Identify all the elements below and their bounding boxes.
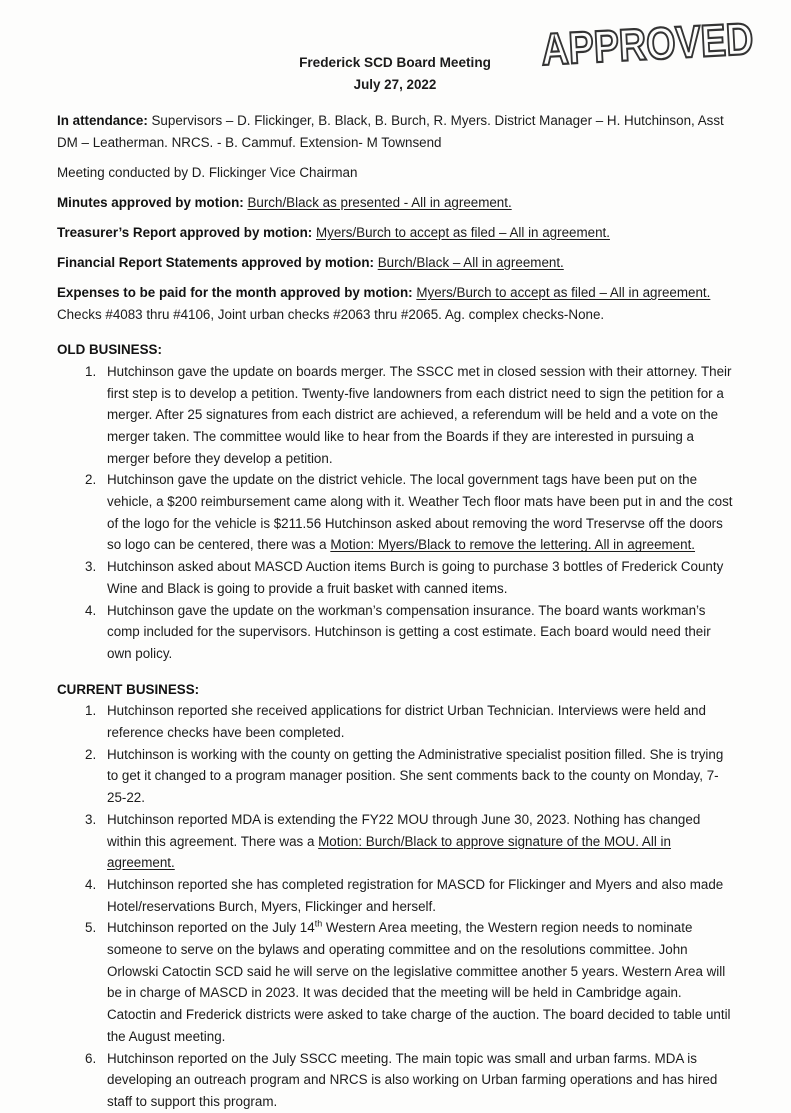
conducted-line: Meeting conducted by D. Flickinger Vice Chairman [57, 164, 358, 180]
list-item [57, 809, 733, 874]
list-item [57, 600, 733, 665]
ordinal-superscript: th [314, 918, 323, 929]
item-text: Hutchinson is working with the county on getting the Administrative specialist position filled. She is trying to get it changed to a program manager position. She sent comments back to the county on Monday, 7-25-22. [107, 746, 724, 806]
list-item [57, 744, 733, 809]
item-number: 1. [85, 703, 97, 719]
list-item [57, 917, 733, 1047]
item-number: 5. [85, 920, 97, 936]
current-business-section [57, 679, 733, 1113]
motion-expenses [57, 282, 733, 325]
underlined-motion: Motion: Myers/Black to remove the lettering. All in agreement. [330, 537, 696, 553]
approved-stamp: APPROVED [540, 12, 755, 75]
current-business-heading: CURRENT BUSINESS: [57, 681, 200, 697]
motion-expenses-label: Expenses to be paid for the month approved by motion: [57, 285, 413, 301]
list-item [57, 700, 733, 743]
item-text: Hutchinson reported she has completed registration for MASCD for Flickinger and Myers and also made Hotel/reservations Burch, Myers, Flickinger and herself. [107, 876, 724, 914]
item-text: Hutchinson reported on the July 14th Western Area meeting, the Western region needs to nominate someone to serve on the bylaws and operating committee and on the resolutions committee. John Orlowski Catoctin SCD said he will serve on the legislative committee another 5 years. Western Area will be in charge of MASCD in 2023. It was decided that the meeting will be held in Cambridge again. Catoctin and Frederick districts were asked to take charge of the auction. The board decided to table until the August meeting. [107, 918, 731, 1044]
list-item [57, 361, 733, 470]
checks-note: Checks #4083 thru #4106, Joint urban checks #2063 thru #2065. Ag. complex checks-None. [57, 306, 605, 322]
motion-financial [57, 252, 733, 274]
list-item [57, 1048, 733, 1113]
motion-minutes [57, 192, 733, 214]
old-business-list [57, 361, 733, 665]
old-business-section [57, 339, 733, 664]
item-number: 3. [85, 811, 97, 827]
list-item [57, 469, 733, 556]
motion-treasurer-label: Treasurer’s Report approved by motion: [57, 224, 313, 240]
item-text: Hutchinson gave the update on the workman’s compensation insurance. The board wants workman’s comp included for the supervisors. Hutchinson is getting a cost estimate. Each board would need their own policy. [107, 602, 711, 661]
item-text: Hutchinson reported MDA is extending the FY22 MOU through June 30, 2023. Nothing has changed within this agreement. There was a Motion: Burch/Black to approve signature of the MOU. All in agreement. [107, 811, 701, 871]
motion-financial-label: Financial Report Statements approved by motion: [57, 254, 374, 270]
old-business-heading: OLD BUSINESS: [57, 342, 162, 358]
item-text: Hutchinson asked about MASCD Auction items Burch is going to purchase 3 bottles of Frederick County Wine and Black is going to provide a fruit basket with canned items. [107, 559, 724, 596]
item-number: 3. [85, 559, 97, 575]
motion-expenses-text: Myers/Burch to accept as filed – All in agreement. [416, 285, 711, 301]
item-text: Hutchinson gave the update on the district vehicle. The local government tags have been put on the vehicle, a $200 reimbursement came along with it. Weather Tech floor mats have been put in and the cost of the logo for the vehicle is $211.56 Hutchinson asked about removing the word Treservse off the doors so logo can be centered, there was a Motion: Myers/Black to remove the lettering. All in agreement. [107, 472, 733, 553]
motion-treasurer [57, 222, 733, 244]
item-number: 4. [85, 602, 97, 618]
item-text: Hutchinson reported she received applications for district Urban Technician. Interviews were held and reference checks have been completed. [107, 703, 706, 740]
item-text: Hutchinson gave the update on boards merger. The SSCC met in closed session with their attorney. Their first step is to develop a petition. Twenty-five landowners from each district need to sign the petition for a merger. After 25 signatures from each district are achieved, a referendum will be held and a vote on the merger taken. The committee would like to hear from the Boards if they are interested in pursuing a merger before they develop a petition. [107, 363, 732, 466]
item-number: 6. [85, 1050, 97, 1066]
item-number: 4. [85, 876, 97, 892]
attendance-label: In attendance: [57, 113, 148, 128]
underlined-motion: Motion: Burch/Black to approve signature of the MOU. All in agreement. [107, 833, 671, 871]
item-number: 2. [85, 472, 97, 488]
motion-minutes-text: Burch/Black as presented - All in agreement. [247, 194, 512, 210]
meeting-date: July 27, 2022 [353, 77, 437, 92]
attendance-paragraph [57, 110, 733, 153]
motion-treasurer-text: Myers/Burch to accept as filed – All in agreement. [315, 224, 610, 240]
page-title: Frederick SCD Board Meeting [299, 55, 491, 70]
list-item [57, 874, 733, 917]
list-item [57, 556, 733, 599]
current-business-list [57, 700, 733, 1112]
motion-minutes-label: Minutes approved by motion: [57, 194, 244, 210]
motion-financial-text: Burch/Black – All in agreement. [377, 254, 564, 270]
item-number: 2. [85, 746, 97, 762]
item-text: Hutchinson reported on the July SSCC meeting. The main topic was small and urban farms. MDA is developing an outreach program and NRCS is also working on Urban farming operations and has hired staff to support this program. [107, 1050, 718, 1109]
item-number: 1. [85, 363, 97, 379]
attendance-text: Supervisors – D. Flickinger, B. Black, B. Burch, R. Myers. District Manager – H. Hutchinson, Asst DM – Leatherman. NRCS. - B. Cammuf. Extension- M Townsend [57, 113, 724, 150]
